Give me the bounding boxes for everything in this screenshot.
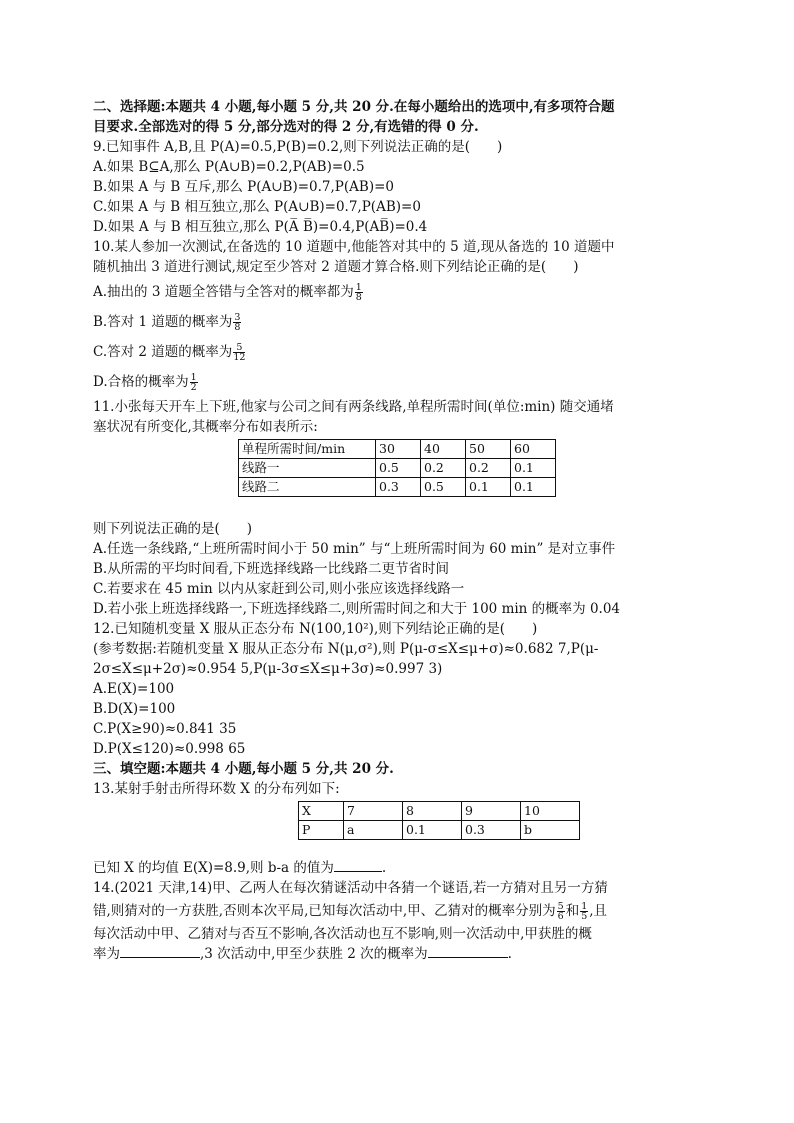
fraction-numerator: 1: [581, 901, 588, 912]
q11-ask: 则下列说法正确的是( ): [93, 521, 253, 537]
table-cell: 0.1: [403, 821, 462, 840]
fraction-denominator: 8: [355, 292, 362, 303]
fraction-numerator: 5: [557, 901, 564, 912]
q12-option-d: D.P(X≤120)≈0.998 65: [93, 741, 246, 757]
table-row: [239, 459, 556, 478]
q11-distribution-table: [238, 439, 556, 497]
q10-stem-line2: 随机抽出 3 道进行测试,规定至少答对 2 道题才算合格.则下列结论正确的是( ): [93, 259, 579, 275]
fraction-denominator: 5: [581, 911, 588, 922]
table-cell: 0.1: [511, 478, 556, 497]
table-cell: 10: [521, 802, 580, 821]
fraction-numerator: 5: [233, 343, 245, 353]
q10-option-d-text: D.合格的概率为: [93, 374, 189, 390]
fraction-numerator: 3: [234, 312, 241, 323]
q9-option-a: A.如果 B⊆A,那么 P(A∪B)=0.2,P(AB)=0.5: [93, 159, 365, 175]
q12-reference-line1: (参考数据:若随机变量 X 服从正态分布 N(μ,σ²),则 P(μ-σ≤X≤μ+σ)≈0.682 7,P(μ-: [93, 641, 599, 657]
q14-line2: [93, 898, 703, 924]
table-cell: 0.5: [421, 478, 466, 497]
table-cell: 9: [462, 802, 521, 821]
table-cell: 0.1: [511, 459, 556, 478]
table-row: [239, 478, 556, 497]
section2-heading-line1: 二、选择题:本题共 4 小题,每小题 5 分,共 20 分.在每小题给出的选项中,有多项符合题: [93, 99, 615, 115]
q10-option-b-text: B.答对 1 道题的概率为: [93, 314, 233, 330]
table-cell: 单程所需时间/min: [239, 440, 376, 459]
fraction-denominator: 12: [233, 352, 246, 363]
answer-blank-1[interactable]: [120, 957, 200, 958]
q14-line4-mid: ,3 次活动中,甲至少获胜 2 次的概率为: [200, 946, 428, 962]
q11-option-d: D.若小张上班选择线路一,下班选择线路二,则所需时间之和大于 100 min 的概率为 0.04: [93, 601, 621, 617]
table-cell: 60: [511, 440, 556, 459]
q14-line4: [93, 944, 703, 964]
q14-line2-end: ,且: [589, 903, 608, 919]
table-cell: b: [521, 821, 580, 840]
q9-option-d: D.如果 A 与 B 相互独立,那么 P(A̅ B̅)=0.4,P(AB̅)=0.4: [93, 219, 428, 235]
q13-tail-text: 已知 X 的均值 E(X)=8.9,则 b-a 的值为: [93, 860, 334, 876]
q9-stem: 9.已知事件 A,B,且 P(A)=0.5,P(B)=0.2,则下列说法正确的是( ): [93, 139, 503, 155]
q12-option-c: C.P(X≥90)≈0.841 35: [93, 721, 237, 737]
q10-option-c: [93, 337, 703, 367]
fraction: [355, 283, 363, 302]
table-row: [299, 821, 580, 840]
q12-stem: 12.已知随机变量 X 服从正态分布 N(100,10²),则下列结论正确的是( ): [93, 621, 538, 637]
table-cell: 线路一: [239, 459, 376, 478]
q13-stem: 13.某射手射击所得环数 X 的分布列如下:: [93, 781, 340, 797]
q14-line2-text: 错,则猜对的一方获胜,否则本次平局,已知每次活动中,甲、乙猜对的概率分别为: [93, 903, 556, 919]
q10-stem-line1: 10.某人参加一次测试,在备选的 10 道题中,他能答对其中的 5 道,现从备选的 10 道题中: [93, 239, 615, 255]
table-cell: 0.3: [462, 821, 521, 840]
table-cell: 0.1: [466, 478, 511, 497]
table-row: [299, 802, 580, 821]
section3-heading: 三、填空题:本题共 4 小题,每小题 5 分,共 20 分.: [93, 761, 394, 777]
table-cell: a: [344, 821, 403, 840]
table-cell: 30: [376, 440, 421, 459]
q11-stem-line1: 11.小张每天开车上下班,他家与公司之间有两条线路,单程所需时间(单位:min) 随交通堵: [93, 399, 614, 415]
table-cell: X: [299, 802, 344, 821]
fraction: [233, 313, 241, 332]
table-cell: 0.3: [376, 478, 421, 497]
table-cell: P: [299, 821, 344, 840]
table-cell: 线路二: [239, 478, 376, 497]
fraction-denominator: 8: [234, 322, 241, 333]
exam-page: [93, 97, 703, 964]
q10-option-a-text: A.抽出的 3 道题全答错与全答对的概率都为: [93, 284, 354, 300]
q11-option-b: B.从所需的平均时间看,下班选择线路一比线路二更节省时间: [93, 561, 450, 577]
q11-option-c: C.若要求在 45 min 以内从家赶到公司,则小张应该选择线路一: [93, 581, 465, 597]
q14-line1: 14.(2021 天津,14)甲、乙两人在每次猜谜活动中各猜一个谜语,若一方猜对且另一方猜: [93, 880, 608, 896]
answer-blank-2[interactable]: [428, 957, 508, 958]
q14-line4-end: .: [507, 946, 512, 962]
table-cell: 50: [466, 440, 511, 459]
fraction: [233, 343, 245, 362]
q10-option-c-text: C.答对 2 道题的概率为: [93, 344, 233, 360]
table-cell: 7: [344, 802, 403, 821]
q11-stem-line2: 塞状况有所变化,其概率分布如表所示:: [93, 419, 318, 435]
section2-heading-line2: 目要求.全部选对的得 5 分,部分选对的得 2 分,有选错的得 0 分.: [93, 119, 479, 135]
q9-option-b: B.如果 A 与 B 互斥,那么 P(A∪B)=0.7,P(AB)=0: [93, 179, 394, 195]
fraction: [557, 902, 565, 921]
table-cell: 0.2: [466, 459, 511, 478]
fraction: [190, 373, 198, 392]
q14-line4-start: 率为: [93, 946, 120, 962]
q10-option-d: [93, 367, 703, 397]
q13-distribution-table: [298, 801, 580, 840]
fraction-numerator: 1: [355, 282, 362, 293]
fraction-numerator: 1: [190, 372, 197, 383]
fraction-denominator: 2: [190, 382, 197, 393]
q12-option-a: A.E(X)=100: [93, 681, 175, 697]
q13-tail: 已知 X 的均值 E(X)=8.9,则 b-a 的值为 .: [93, 860, 387, 876]
q11-option-a: A.任选一条线路,“上班所需时间小于 50 min” 与“上班所需时间为 60 min” 是对立事件: [93, 541, 616, 557]
q14-line3: 每次活动中甲、乙猜对与否互不影响,各次活动也互不影响,则一次活动中,甲获胜的概: [93, 926, 592, 942]
fraction-denominator: 6: [557, 911, 564, 922]
q14-and: 和: [565, 903, 580, 919]
table-cell: 8: [403, 802, 462, 821]
q12-reference-line2: 2σ≤X≤μ+2σ)≈0.954 5,P(μ-3σ≤X≤μ+3σ)≈0.997 3): [93, 661, 443, 677]
q12-option-b: B.D(X)=100: [93, 701, 176, 717]
q10-option-a: [93, 277, 703, 307]
q10-option-b: [93, 307, 703, 337]
table-cell: 0.2: [421, 459, 466, 478]
answer-blank[interactable]: [334, 871, 382, 872]
table-header-row: [239, 440, 556, 459]
q9-option-c: C.如果 A 与 B 相互独立,那么 P(A∪B)=0.7,P(AB)=0: [93, 199, 421, 215]
table-cell: 40: [421, 440, 466, 459]
fraction: [580, 902, 588, 921]
table-cell: 0.5: [376, 459, 421, 478]
